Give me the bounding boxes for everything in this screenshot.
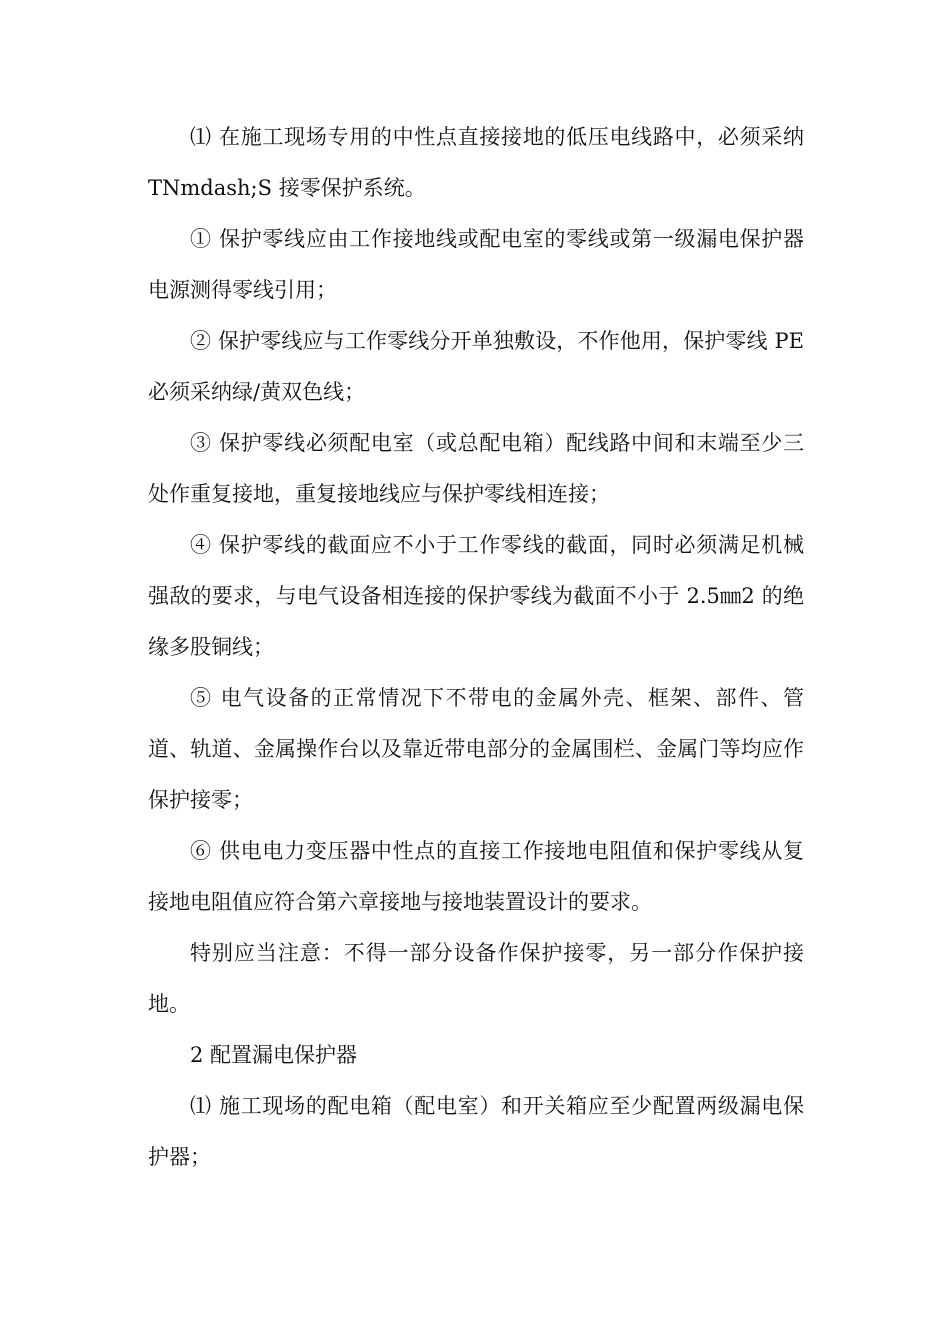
paragraph-item-2: ② 保护零线应与工作零线分开单独敷设，不作他用，保护零线 PE 必须采纳绿/黄双色线； <box>148 329 804 404</box>
paragraph-item-3: ③ 保护零线必须配电室（或总配电箱）配线路中间和末端至少三处作重复接地，重复接地线应与保护零线相连接； <box>148 431 804 506</box>
paragraph-item-1: ① 保护零线应由工作接地线或配电室的零线或第一级漏电保护器电源测得零线引用； <box>148 227 804 302</box>
paragraph-tn-s-system: ⑴ 在施工现场专用的中性点直接接地的低压电线路中，必须采纳 TNmdash;S 接零保护系统。 <box>148 125 804 200</box>
paragraph-item-6: ⑥ 供电电力变压器中性点的直接工作接地电阻值和保护零线从复接地电阻值应符合第六章接地与接地装置设计的要求。 <box>148 839 804 914</box>
document-body <box>148 112 804 1183</box>
section-heading-leakage-protector: 2 配置漏电保护器 <box>190 1043 358 1067</box>
paragraph-two-level-protector: ⑴ 施工现场的配电箱（配电室）和开关箱应至少配置两级漏电保护器； <box>148 1094 804 1169</box>
paragraph-special-note: 特别应当注意：不得一部分设备作保护接零，另一部分作保护接地。 <box>148 941 804 1016</box>
paragraph-item-4: ④ 保护零线的截面应不小于工作零线的截面，同时必须满足机械强敌的要求，与电气设备相连接的保护零线为截面不小于 2.5㎜2 的绝缘多股铜线； <box>148 533 804 659</box>
paragraph-item-5: ⑤ 电气设备的正常情况下不带电的金属外壳、框架、部件、管道、轨道、金属操作台以及靠近带电部分的金属围栏、金属门等均应作保护接零； <box>148 686 804 812</box>
